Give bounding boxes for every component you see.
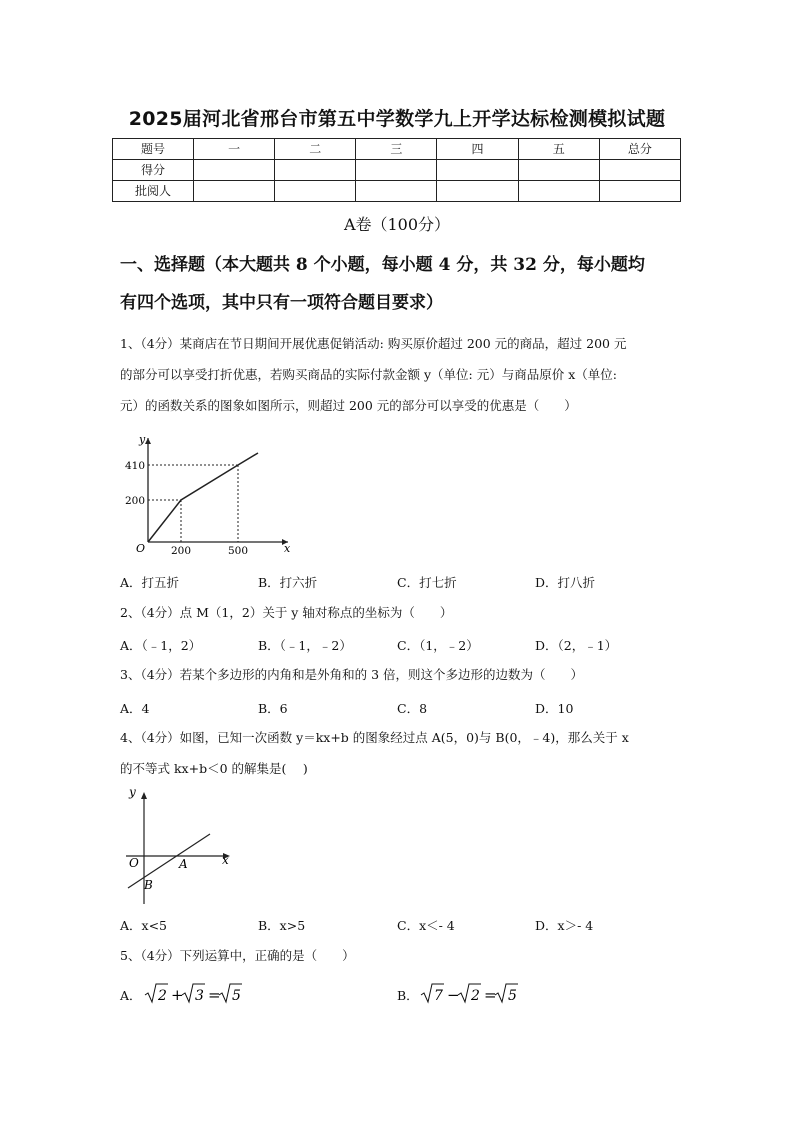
section-heading-line1: 一、选择题（本大题共 8 个小题，每小题 4 分，共 32 分，每小题均 — [120, 255, 645, 275]
section-heading-line2: 有四个选项，其中只有一项符合题目要求） — [120, 293, 443, 313]
y-axis-label: y — [129, 785, 136, 799]
table-cell — [275, 181, 356, 202]
radicand: 5 — [508, 988, 517, 1004]
question-4-line2: 的不等式 kx+b＜0 的解集是( ) — [120, 761, 308, 776]
origin-label: O — [136, 542, 146, 555]
table-cell: 五 — [518, 139, 599, 160]
q2-option-d: D．（2，﹣1） — [535, 638, 618, 653]
table-cell — [599, 160, 680, 181]
page-title: 2025届河北省邢台市第五中学数学九上开学达标检测模拟试题 — [128, 108, 666, 130]
question-1-line1: 1、（4分）某商店在节日期间开展优惠促销活动: 购买原价超过 200 元的商品，超过 200 元 — [120, 336, 627, 351]
q1-option-a: A．打五折 — [120, 575, 180, 590]
table-row — [113, 181, 681, 202]
q5-option-b-expression — [419, 980, 529, 1008]
y-axis-arrow — [141, 792, 147, 799]
table-cell: 总分 — [599, 139, 680, 160]
q4-option-a: A．x<5 — [120, 918, 168, 933]
radicand: 5 — [232, 988, 241, 1004]
q5-option-a-expression — [143, 980, 253, 1008]
q4-option-d: D．x＞- 4 — [535, 918, 594, 933]
table-cell — [275, 160, 356, 181]
question-1-line2: 的部分可以享受打折优惠，若购买商品的实际付款金额 y（单位: 元）与商品原价 x（单位: — [120, 367, 617, 382]
x-axis-label: x — [222, 853, 229, 867]
paper-a-heading: A卷（100分） — [343, 215, 451, 234]
x-tick-label: 500 — [228, 545, 249, 557]
table-row — [113, 160, 681, 181]
question-1-graph — [112, 430, 302, 560]
table-cell: 二 — [275, 139, 356, 160]
table-cell — [194, 181, 275, 202]
q1-option-d: D．打八折 — [535, 575, 596, 590]
point-a-label: A — [179, 857, 188, 871]
table-cell — [518, 181, 599, 202]
score-table-header-row — [113, 139, 681, 160]
score-table — [112, 138, 681, 202]
origin-label: O — [129, 856, 139, 870]
table-cell — [437, 181, 518, 202]
y-tick-label: 410 — [125, 460, 146, 472]
table-cell: 一 — [194, 139, 275, 160]
q2-option-c: C．（1，﹣2） — [397, 638, 479, 653]
question-4-line1: 4、（4分）如图，已知一次函数 y＝kx+b 的图象经过点 A(5，0)与 B(0，﹣4)，那么关于 x — [120, 730, 629, 745]
point-b-label: B — [144, 878, 153, 892]
table-cell: 得分 — [113, 160, 194, 181]
q3-option-a: A．4 — [120, 701, 150, 716]
equals: = — [484, 986, 497, 1004]
q5-option-a-label: A． — [120, 988, 142, 1003]
table-cell: 三 — [356, 139, 437, 160]
radicand: 2 — [471, 988, 480, 1004]
q3-option-b: B．6 — [258, 701, 288, 716]
question-1-line3: 元）的函数关系的图象如图所示，则超过 200 元的部分可以享受的优惠是（ ） — [120, 398, 577, 413]
question-3-stem: 3、（4分）若某个多边形的内角和是外角和的 3 倍，则这个多边形的边数为（ ） — [120, 667, 584, 682]
q3-option-c: C．8 — [397, 701, 428, 716]
question-4-graph — [112, 782, 252, 907]
table-cell — [356, 160, 437, 181]
question-2-stem: 2、（4分）点 M（1，2）关于 y 轴对称点的坐标为（ ） — [120, 605, 453, 620]
y-axis-arrow — [145, 438, 151, 444]
radicand: 7 — [434, 988, 443, 1004]
radicand: 3 — [195, 988, 204, 1004]
operator: − — [447, 986, 460, 1004]
y-tick-label: 200 — [125, 495, 146, 507]
table-cell: 批阅人 — [113, 181, 194, 202]
table-cell — [437, 160, 518, 181]
q2-option-b: B．（﹣1，﹣2） — [258, 638, 352, 653]
table-cell — [599, 181, 680, 202]
function-line — [128, 834, 210, 888]
q2-option-a: A．（﹣1，2） — [120, 638, 202, 653]
question-5-stem: 5、（4分）下列运算中，正确的是（ ） — [120, 948, 355, 963]
q1-option-b: B．打六折 — [258, 575, 318, 590]
table-cell — [356, 181, 437, 202]
radicand: 2 — [158, 988, 167, 1004]
table-cell: 四 — [437, 139, 518, 160]
table-cell — [518, 160, 599, 181]
equals: = — [208, 986, 221, 1004]
x-axis-label: x — [284, 542, 291, 555]
q4-option-c: C．x＜- 4 — [397, 918, 455, 933]
table-cell: 题号 — [113, 139, 194, 160]
q4-option-b: B．x>5 — [258, 918, 306, 933]
q3-option-d: D．10 — [535, 701, 574, 716]
y-axis-label: y — [139, 433, 146, 446]
x-tick-label: 200 — [171, 545, 192, 557]
q1-option-c: C．打七折 — [397, 575, 457, 590]
function-line — [148, 453, 258, 542]
operator: + — [171, 986, 184, 1004]
table-cell — [194, 160, 275, 181]
q5-option-b-label: B． — [397, 988, 419, 1003]
